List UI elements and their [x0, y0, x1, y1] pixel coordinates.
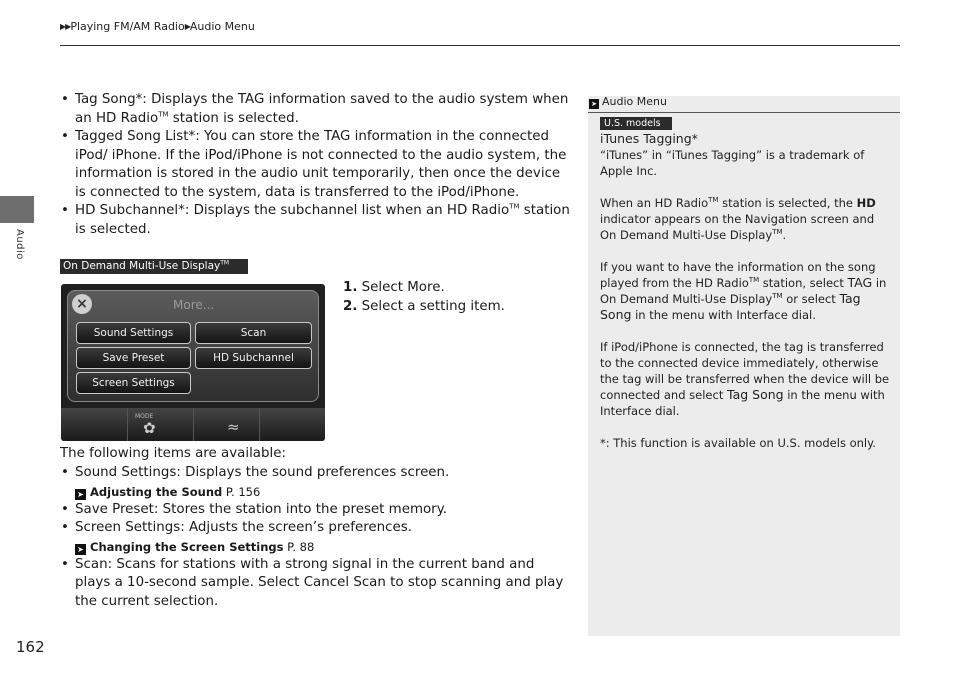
term-cancel-scan: Cancel Scan — [303, 575, 386, 590]
term-sound-settings: Sound Settings — [75, 465, 177, 480]
breadcrumb — [60, 20, 255, 33]
step-1: 1. Select More. — [343, 280, 445, 295]
breadcrumb-part-1[interactable]: Playing FM/AM Radio — [70, 20, 185, 33]
ipod-note: If iPod/iPhone is connected, the tag is transferred to the connected device immediately, otherwise the tag will be transferred when the device will be connected and select Tag Song in the menu with Interface dial. — [600, 340, 890, 418]
hd-subchannel-button[interactable]: HD Subchannel — [195, 347, 312, 369]
tag-note: If you want to have the information on the song played from the HD Radio™ station, select TAG in On Demand Multi-Use Display™ or select Tag Song in the menu with Interface dial. — [600, 260, 887, 322]
list-item: • HD Subchannel*: Displays the subchannel list when an HD Radio™ station is selected. — [60, 202, 570, 239]
note-body — [600, 131, 892, 467]
term-tagged-song-list: Tagged Song List — [75, 129, 189, 144]
car-defrost-icon[interactable]: ≈ — [227, 418, 240, 436]
term-tag-song: Tag Song — [75, 92, 136, 107]
seat-fan-icon[interactable]: ✿ — [143, 419, 156, 437]
term-scan: Scan — [75, 556, 108, 572]
list-item: • Screen Settings: Adjusts the screen’s preferences. ➤ Changing the Screen Settings P. 88 — [60, 519, 570, 556]
feature-list-bottom — [60, 464, 570, 611]
side-tab-label: Audio — [14, 229, 25, 260]
term-more: More — [407, 280, 441, 295]
list-item: • Scan: Scans for stations with a strong signal in the current band and plays a 10-second sample. Select Cancel Scan to stop scanning and play the current selection. — [60, 556, 570, 612]
list-item: • Sound Settings: Displays the sound preferences screen. ➤ Adjusting the Sound P. 156 — [60, 464, 570, 501]
sound-settings-button[interactable]: Sound Settings — [76, 322, 191, 344]
arrow-right-icon: ➤ — [75, 544, 86, 555]
us-models-badge: U.S. models — [600, 117, 672, 130]
note-heading: ➤ Audio Menu — [589, 95, 667, 109]
term-screen-settings: Screen Settings — [75, 520, 181, 535]
save-preset-button[interactable]: Save Preset — [76, 347, 191, 369]
triangle-right-icon: ▶ — [184, 22, 190, 31]
feature-list-top — [60, 91, 570, 239]
close-icon[interactable]: × — [72, 294, 92, 314]
device-screen-illustration — [61, 284, 325, 441]
header-rule — [60, 45, 900, 46]
mode-label: MODE — [135, 413, 154, 420]
list-item: • Tagged Song List*: You can store the TAG information in the connected iPod/ iPhone. If the iPod/iPhone is not connected to the audio system, the information is stored in the audio unit temporarily, then once the device is connected to the system, data is transferred to the iPod/iPhone. — [60, 128, 570, 202]
screen-settings-button[interactable]: Screen Settings — [76, 372, 191, 394]
term-save-preset: Save Preset — [75, 501, 154, 517]
screen-title: More... — [173, 298, 215, 312]
cross-reference[interactable]: ➤ Adjusting the Sound P. 156 — [75, 483, 570, 501]
hd-indicator-note: When an HD Radio™ station is selected, the HD indicator appears on the Navigation screen and On Demand Multi-Use Display™. — [600, 196, 876, 242]
breadcrumb-part-2[interactable]: Audio Menu — [189, 20, 255, 33]
scan-button[interactable]: Scan — [195, 322, 312, 344]
arrow-right-icon: ➤ — [589, 99, 599, 109]
itunes-title: iTunes Tagging* — [600, 131, 698, 146]
term-hd-subchannel: HD Subchannel — [75, 203, 179, 218]
itunes-note: iTunes Tagging* “iTunes” in “iTunes Tagging” is a trademark of Apple Inc. — [600, 131, 865, 178]
list-item: • Save Preset: Stores the station into the preset memory. — [60, 501, 570, 520]
triangle-right-icon: ▶▶ — [60, 22, 71, 31]
following-intro: The following items are available: — [60, 446, 286, 461]
page-number: 162 — [16, 638, 45, 656]
list-item: • Tag Song*: Displays the TAG information saved to the audio system when an HD Radio™ station is selected. — [60, 91, 570, 128]
display-label: On Demand Multi-Use Display™ — [60, 259, 248, 274]
cross-reference[interactable]: ➤ Changing the Screen Settings P. 88 — [75, 538, 570, 556]
side-tab — [0, 196, 34, 223]
footnote: *: This function is available on U.S. models only. — [600, 436, 876, 450]
steps — [343, 278, 505, 316]
arrow-right-icon: ➤ — [75, 489, 86, 500]
note-rule — [588, 112, 900, 113]
step-2: 2. Select a setting item. — [343, 299, 505, 314]
